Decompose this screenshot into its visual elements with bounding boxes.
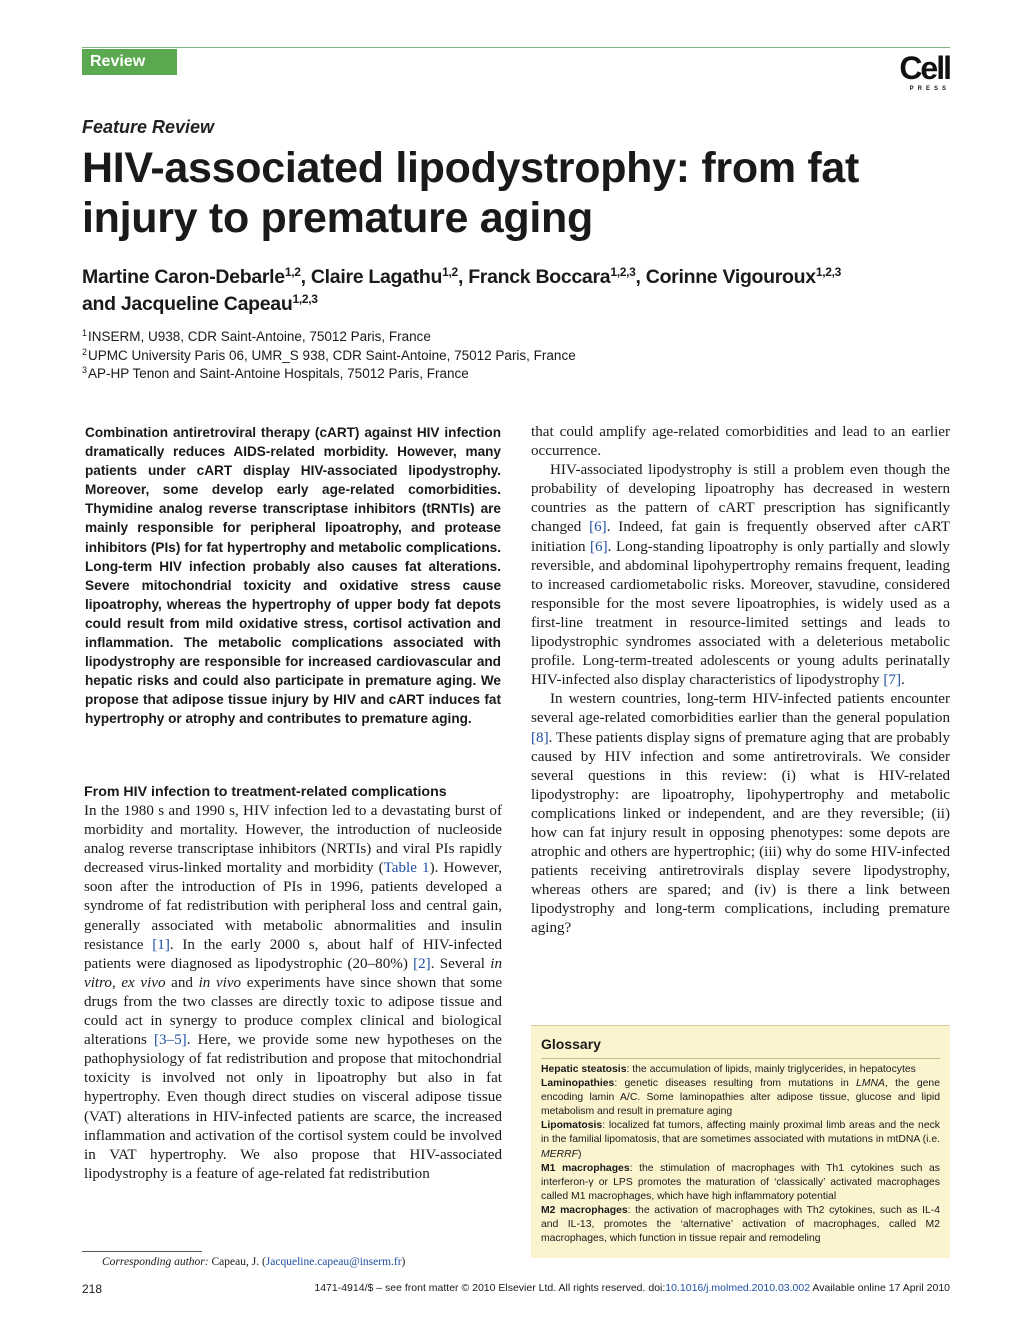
author-name: Franck Boccara	[468, 266, 611, 288]
footnote-name: Capeau, J.	[211, 1256, 260, 1268]
author-name: Corinne Vigouroux	[645, 266, 816, 288]
affiliation-item	[82, 328, 576, 347]
glossary-entry	[541, 1077, 940, 1119]
citation-link[interactable]: [6]	[590, 538, 608, 555]
author-affiliation: 1,2,3	[815, 265, 842, 279]
body-paragraph-right	[531, 423, 950, 939]
text-run: . These patients display signs of premature aging that are probably caused by HIV infection and some antiretrovirals. We consider several questions in this review: (i) what is HIV-related lipodystrophy: are lipoatrophy, lipohypertrophy and metabolic complications linked or independent, and are they reversible; (ii) how can fat injury result in opposing phenotypes: some depots are atrophic and others are hypertrophic; (iii) why do some HIV-infected patients receiving antiretrovirals display severe lipodystrophy, whereas others are spared; and (iv) is there a link between lipodystrophy and long-term complications, including premature aging?	[531, 729, 950, 937]
section-heading: From HIV infection to treatment-related complications	[84, 784, 447, 800]
glossary-entry	[541, 1204, 940, 1246]
glossary-definition: : localized fat tumors, affecting mainly proximal limb areas and the neck in the familial lipomatosis, that are sometimes associated with mutations in mtDNA (i.e.	[541, 1120, 940, 1146]
article-title: HIV-associated lipodystrophy: from fat injury to premature aging	[82, 144, 860, 242]
header-rule	[82, 47, 950, 48]
italic-term: in vitro	[84, 955, 502, 991]
corresponding-author-footnote: Corresponding author: Capeau, J. (Jacqueline.capeau@inserm.fr)	[102, 1256, 406, 1268]
author-affiliation: 1,2	[442, 265, 458, 279]
text-run: and	[165, 974, 199, 991]
text-run: ). However, soon after the introduction of PIs in 1996, patients developed a syndrome of fat redistribution with peripheral loss and central gain, generally associated with metabolic abnormalities and insulin resistance	[84, 860, 503, 953]
glossary-term: Lipomatosis	[541, 1120, 603, 1132]
italic-term: ex vivo	[121, 974, 166, 991]
journal-info-text: Available online 17 April 2010	[810, 1282, 950, 1294]
text-run: . Several	[430, 955, 491, 972]
publisher-logo-sub: PRESS	[909, 86, 950, 92]
journal-info-text: 1471-4914/$ – see front matter © 2010 Elsevier Ltd. All rights reserved. doi:	[314, 1282, 666, 1294]
publisher-logo	[878, 50, 950, 93]
section-tag: Review	[82, 49, 177, 75]
author-affiliation: 1,2	[284, 265, 301, 279]
glossary-entry	[541, 1063, 940, 1077]
citation-link[interactable]: [2]	[413, 955, 431, 972]
glossary-definition: , the gene encoding lamin A/C. Some laminopathies alter adipose tissue, glucose and lipid metabolism and result in premature aging	[541, 1078, 940, 1118]
glossary-entry	[541, 1119, 940, 1161]
author-affiliation: 1,2,3	[292, 292, 318, 306]
text-run: experiments have since shown that some drugs from the two classes are directly toxic to adipose tissue and could act in synergy to produce complex clinical and biological alterations	[84, 974, 503, 1049]
author-name: Martine Caron-Debarle	[82, 266, 285, 288]
paragraph-1-continued: that could amplify age-related comorbidities and lead to an earlier occurrence.	[531, 424, 950, 460]
affiliation-number: 3	[82, 365, 88, 375]
text-run: .	[900, 672, 905, 689]
glossary-italic: MERRF	[541, 1148, 578, 1160]
italic-term: in vivo	[198, 974, 242, 991]
text-run: ,	[111, 974, 122, 991]
page-number: 218	[82, 1282, 103, 1296]
affiliation-text: AP-HP Tenon and Saint-Antoine Hospitals, 75012 Paris, France	[88, 366, 469, 381]
affiliation-number: 1	[82, 328, 88, 338]
article-type: Feature Review	[82, 117, 215, 137]
text-run: In western countries, long-term HIV-infected patients encounter several age-related comorbidities earlier than the general population	[531, 691, 950, 727]
glossary-term: Laminopathies	[541, 1078, 615, 1090]
affiliation-number: 2	[82, 346, 88, 357]
text-run: In the 1980 s and 1990 s, HIV infection led to a devastating burst of morbidity and mortality. However, the introduction of nucleoside analog reverse transcriptase inhibitors (NRTIs) and viral PIs rapidly decreased virus-linked mortality and morbidity (	[84, 803, 502, 877]
citation-link[interactable]: [3–5]	[154, 1032, 187, 1049]
paragraph-3	[531, 690, 950, 938]
text-run: . In the early 2000 s, about half of HIV-infected patients were diagnosed as lipodystrophic (20–80%)	[84, 936, 502, 972]
citation-link[interactable]: [8]	[531, 729, 549, 746]
glossary-entry	[541, 1162, 940, 1204]
email-link[interactable]: Jacqueline.capeau@inserm.fr	[265, 1256, 402, 1268]
affiliation-text: UPMC University Paris 06, UMR_S 938, CDR Saint-Antoine, 75012 Paris, France	[88, 347, 576, 363]
glossary-term: Hepatic steatosis	[541, 1064, 627, 1075]
publisher-logo-word: Cell	[899, 50, 950, 86]
journal-info	[304, 1282, 950, 1294]
footnote-rule	[82, 1251, 202, 1252]
author-list: Martine Caron-Debarle$^{1,2}$, Claire Lagathu$^{1,2}$, Franck Boccara$^{1,2,3}$, Corinne Vigouroux$^{1,2,3}$ and Jacqueline Capeau$^{1,2,3}$	[82, 265, 842, 315]
text-run: . Indeed, fat gain is frequently observed after cART initiation	[531, 519, 950, 555]
affiliation-item	[82, 365, 576, 384]
affiliation-text: INSERM, U938, CDR Saint-Antoine, 75012 Paris, France	[88, 329, 431, 344]
glossary-box	[531, 1025, 950, 1258]
glossary-term: M2 macrophages	[541, 1204, 628, 1216]
author-name: Claire Lagathu	[310, 266, 443, 288]
citation-link[interactable]: [7]	[883, 672, 901, 689]
abstract: Combination antiretroviral therapy (cART) against HIV infection dramatically reduces AIDS-related morbidity. However, many patients under cART display HIV-associated lipodystrophy. Moreover, some develop early age-related comorbidities. Thymidine analog reverse transcriptase inhibitors (tRNTIs) are mainly responsible for peripheral lipoatrophy, and protease inhibitors (PIs) for fat hypertrophy and metabolic complications. Long-term HIV infection probably also causes fat alterations. Severe mitochondrial toxicity and oxidative stress cause lipoatrophy, whereas the hypertrophy of upper body fat depots could result from mild oxidative stress, cortisol activation and inflammation. The metabolic complications associated with lipodystrophy are responsible for increased cardiovascular and hepatic risks and could also participate in premature aging. We propose that adipose tissue injury by HIV and cART induces fat hypertrophy or atrophy and contributes to premature aging.	[85, 425, 501, 727]
glossary-term: M1 macrophages	[541, 1162, 630, 1174]
glossary-definition: : the activation of macrophages with Th2 cytokines, such as IL-4 and IL-13, promotes the ‘alternative’ activation of macrophages, called M2 macrophages, which function in tissue repair and remodeling	[541, 1204, 940, 1245]
doi-link[interactable]: 10.1016/j.molmed.2010.03.002	[665, 1282, 811, 1294]
glossary-definition: : the stimulation of macrophages with Th1 cytokines such as interferon-γ or LPS promotes the maturation of ‘classically’ activated macrophages called M1 macrophages, which have high inflammatory potential	[541, 1162, 940, 1202]
affiliation-list	[82, 328, 576, 384]
glossary-title: Glossary	[541, 1036, 601, 1052]
affiliation-item	[82, 347, 576, 366]
paragraph-2	[531, 461, 950, 690]
body-paragraph-left	[84, 802, 502, 1184]
citation-link[interactable]: [1]	[152, 936, 170, 953]
glossary-definition: )	[577, 1148, 582, 1160]
text-run: . Long-standing lipoatrophy is only partially and slowly reversible, and abdominal lipohypertrophy remains frequent, leading to increased cardiometabolic risks. Moreover, stavudine, considered responsible for the most severe lipoatrophies, is widely used as a first-line treatment in resource-limited settings and leads to lipodystrophic syndromes associated with a deleterious metabolic profile. Long-term-treated adolescents or young adults perinatally HIV-infected also display characteristics of lipodystrophy	[531, 538, 950, 689]
author-affiliation: 1,2,3	[610, 265, 636, 279]
table-link[interactable]: Table 1	[383, 860, 430, 877]
text-run: . Here, we provide some new hypotheses on the pathophysiology of fat redistribution and propose that mitochondrial toxicity is involved not only in lipoatrophy but also in fat hypertrophy. Even though direct studies on visceral adipose tissue (VAT) alterations in HIV-infected patients are scarce, the increased inflammation and activation of the cortisol system could be involved in VAT hypertrophy. We also propose that HIV-associated lipodystrophy is a feature of age-related fat redistribution	[84, 1032, 503, 1182]
glossary-definition: : genetic diseases resulting from mutations in	[614, 1078, 857, 1090]
footnote-label: Corresponding author:	[102, 1256, 209, 1268]
paragraph-1	[84, 802, 502, 1184]
author-name: Jacqueline Capeau	[120, 293, 293, 315]
citation-link[interactable]: [6]	[589, 519, 607, 536]
glossary-definition: : the accumulation of lipids, mainly triglycerides, in hepatocytes	[626, 1064, 916, 1075]
glossary-italic: LMNA	[856, 1078, 885, 1090]
glossary-rule	[541, 1058, 940, 1059]
text-run: HIV-associated lipodystrophy is still a problem even though the probability of developing lipoatrophy has decreased in western countries as the pattern of cART prescription has significantly changed	[531, 462, 950, 536]
